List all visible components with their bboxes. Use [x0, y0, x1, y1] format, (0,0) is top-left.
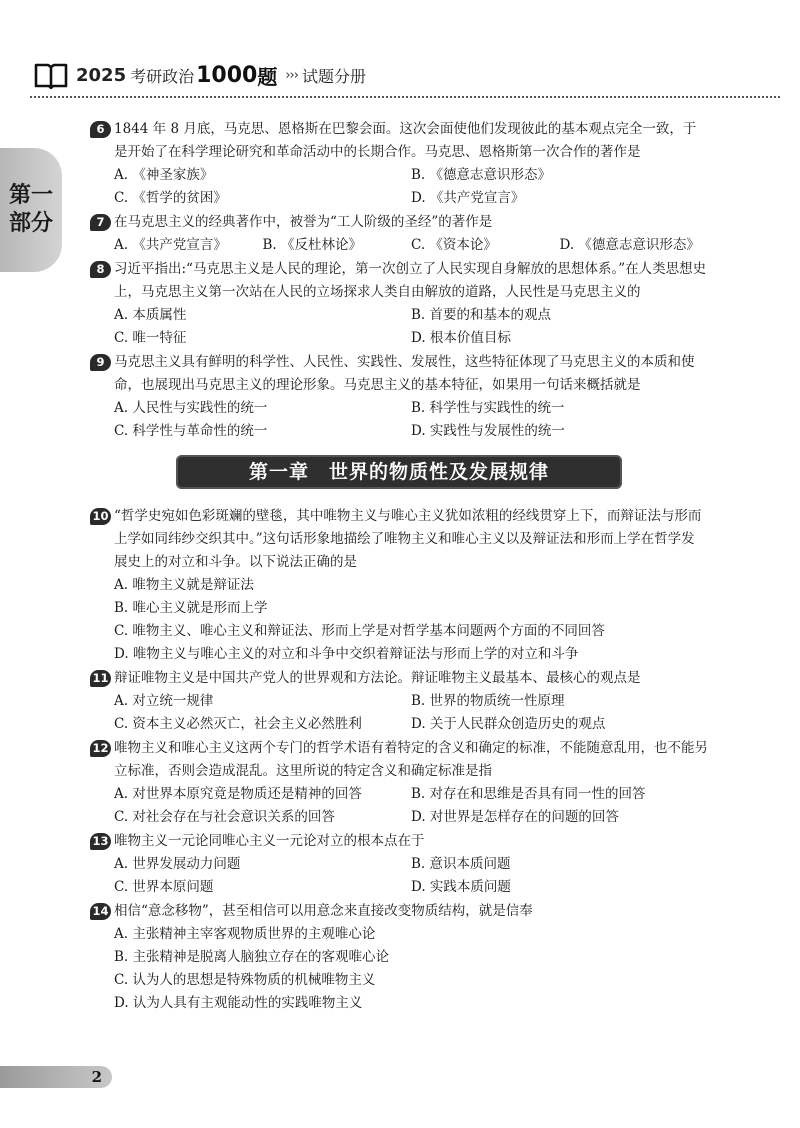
question-14 — [90, 900, 708, 1015]
option-a: A. 人民性与实践性的统一 — [114, 400, 268, 416]
option-d: D. 实践本质问题 — [411, 879, 511, 895]
header-dotted-divider — [30, 96, 780, 98]
question-number-badge: 11 — [90, 670, 111, 687]
header-ti: 题 — [257, 64, 278, 89]
options — [90, 164, 708, 210]
option-b: B. 首要的和基本的观点 — [411, 307, 552, 323]
option-d: D. 根本价值目标 — [411, 330, 511, 346]
options — [90, 234, 708, 257]
question-number-badge: 7 — [90, 214, 111, 231]
options — [90, 853, 708, 899]
option-a: A. 世界发展动力问题 — [114, 856, 241, 872]
open-book-icon — [34, 61, 68, 89]
option-d: D. 《德意志意识形态》 — [559, 237, 700, 253]
question-13 — [90, 830, 708, 899]
question-stem: 相信“意念移物”，甚至相信可以用意念来直接改变物质结构，就是信奉 — [114, 903, 533, 919]
option-c: C. 唯物主义、唯心主义和辩证法、形而上学是对哲学基本问题两个方面的不同回答 — [114, 623, 605, 639]
question-7 — [90, 211, 708, 257]
question-number-badge: 9 — [90, 354, 111, 371]
option-c: C. 科学性与革命性的统一 — [114, 423, 268, 439]
option-d: D. 唯物主义与唯心主义的对立和斗争中交织着辩证法与形而上学的对立和斗争 — [114, 646, 579, 662]
option-b: B. 主张精神是脱离人脑独立存在的客观唯心论 — [114, 949, 390, 965]
options — [90, 783, 708, 829]
header-subtitle: 试题分册 — [301, 66, 366, 86]
question-number-badge: 13 — [90, 833, 111, 850]
question-11 — [90, 667, 708, 736]
option-c: C. 世界本原问题 — [114, 879, 214, 895]
part-side-tab-line1: 第一 — [8, 183, 53, 208]
question-stem: 马克思主义具有鲜明的科学性、人民性、实践性、发展性，这些特征体现了马克思主义的本质和使命，也展现出马克思主义的理论形象。马克思主义的基本特征，如果用一句话来概括就是 — [114, 354, 695, 393]
option-a: A. 《神圣家族》 — [114, 167, 214, 183]
option-c: C. 认为人的思想是特殊物质的机械唯物主义 — [114, 972, 376, 988]
option-b: B. 意识本质问题 — [411, 856, 511, 872]
part-side-tab-line2: 部分 — [8, 211, 53, 236]
page-number: 2 — [91, 1068, 102, 1086]
option-d: D. 关于人民群众创造历史的观点 — [411, 716, 606, 732]
question-10 — [90, 505, 708, 666]
question-list — [90, 118, 708, 1016]
part-side-tab — [0, 148, 62, 272]
question-number-badge: 8 — [90, 261, 111, 278]
page-number-tab — [0, 1066, 112, 1088]
option-b: B. 《反杜林论》 — [262, 237, 363, 253]
option-d: D. 对世界是怎样存在的问题的回答 — [411, 809, 619, 825]
question-number-badge: 12 — [90, 740, 111, 757]
question-8 — [90, 258, 708, 350]
option-b: B. 唯心主义就是形而上学 — [114, 600, 268, 616]
question-number-badge: 6 — [90, 121, 111, 138]
options — [90, 690, 708, 736]
question-number-badge: 10 — [90, 508, 111, 525]
question-number-badge: 14 — [90, 903, 111, 920]
options — [90, 304, 708, 350]
option-c: C. 唯一特征 — [114, 330, 187, 346]
option-a: A. 本质属性 — [114, 307, 187, 323]
option-b: B. 世界的物质统一性原理 — [411, 693, 565, 709]
question-9 — [90, 351, 708, 443]
header-year: 2025 — [76, 64, 127, 86]
option-a: A. 对立统一规律 — [114, 693, 214, 709]
option-c: C. 《哲学的贫困》 — [114, 190, 227, 206]
option-c: C. 资本主义必然灭亡，社会主义必然胜利 — [114, 716, 362, 732]
option-d: D. 认为人具有主观能动性的实践唯物主义 — [114, 995, 363, 1011]
option-b: B. 对存在和思维是否具有同一性的回答 — [411, 786, 646, 802]
question-stem: 辩证唯物主义是中国共产党人的世界观和方法论。辩证唯物主义最基本、最核心的观点是 — [114, 670, 641, 686]
options — [90, 397, 708, 443]
option-d: D. 《共产党宣言》 — [411, 190, 525, 206]
page-header — [34, 58, 766, 92]
option-d: D. 实践性与发展性的统一 — [411, 423, 565, 439]
option-c: C. 对社会存在与社会意识关系的回答 — [114, 809, 335, 825]
option-c: C. 《资本论》 — [411, 237, 497, 253]
options — [90, 574, 708, 666]
header-series: 考研政治 — [130, 66, 195, 86]
question-stem: 唯物主义和唯心主义这两个专门的哲学术语有着特定的含义和确定的标准，不能随意乱用，也不能另立标准，否则会造成混乱。这里所说的特定含义和确定标准是指 — [114, 740, 708, 779]
question-stem: “哲学史宛如色彩斑斓的壁毯，其中唯物主义与唯心主义犹如浓粗的经线贯穿上下，而辩证法与形而上学如同纬纱交织其中。”这句话形象地描绘了唯物主义和唯心主义以及辩证法和形而上学在哲学发展史上的对立和斗争。以下说法正确的是 — [114, 508, 702, 570]
option-b: B. 科学性与实践性的统一 — [411, 400, 565, 416]
question-6 — [90, 118, 708, 210]
option-a: A. 《共产党宣言》 — [114, 237, 227, 253]
option-a: A. 主张精神主宰客观物质世界的主观唯心论 — [114, 926, 376, 942]
option-a: A. 唯物主义就是辩证法 — [114, 577, 254, 593]
question-stem: 唯物主义一元论同唯心主义一元论对立的根本点在于 — [114, 833, 425, 849]
question-stem: 在马克思主义的经典著作中，被誉为“工人阶级的圣经”的著作是 — [114, 214, 493, 230]
option-a: A. 对世界本原究竟是物质还是精神的回答 — [114, 786, 362, 802]
option-b: B. 《德意志意识形态》 — [411, 167, 552, 183]
options — [90, 923, 708, 1015]
question-12 — [90, 737, 708, 829]
question-stem: 1844 年 8 月底，马克思、恩格斯在巴黎会面。这次会面使他们发现彼此的基本观点完全一致，于是开始了在科学理论研究和革命活动中的长期合作。马克思、恩格斯第一次合作的著作是 — [114, 121, 697, 160]
question-stem: 习近平指出:“马克思主义是人民的理论，第一次创立了人民实现自身解放的思想体系。”在人类思想史上，马克思主义第一次站在人民的立场探求人类自由解放的道路，人民性是马克思主义的 — [114, 261, 707, 300]
header-arrows: ››› — [285, 67, 298, 83]
chapter-title-banner: 第一章 世界的物质性及发展规律 — [176, 455, 622, 489]
header-number: 1000 — [196, 62, 258, 88]
